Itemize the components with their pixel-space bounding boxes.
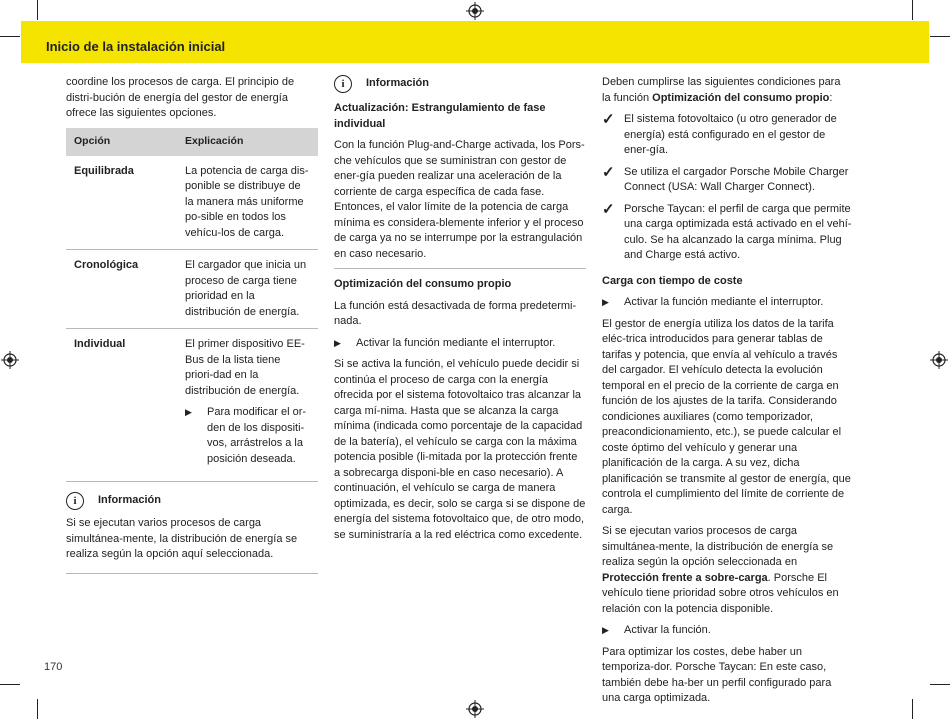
info-icon: i: [66, 492, 84, 510]
info-text: Si se ejecutan varios procesos de carga simultánea-mente, la distribución de energía se realiza según la opción aquí seleccionada.: [66, 517, 298, 560]
option-name: Equilibrada: [66, 156, 177, 250]
crop-mark: [930, 36, 950, 37]
column-1: [66, 75, 318, 574]
page-number: 170: [44, 661, 63, 673]
check-item: [602, 202, 852, 264]
paragraph-bold: Protección frente a sobre-carga: [602, 571, 768, 584]
time-cost-paragraph: El gestor de energía utiliza los datos de la tarifa eléc-trica introducidos para generar tablas de tarifas y potencia, que envía al vehículo a través del cargador. El vehículo detecta la evolución temporal en el precio de la corriente de carga en función de los ajustes de la tarifa. Considerando condiciones auxiliares (como temporizador, preacondicionamiento, etc.), se puede calcular el coste óptimo del vehículo y generar una planificación de la carga. A su vez, dicha planificación se transmite al gestor de energía, que controla el cumplimiento del límite de corriente de carga.: [602, 317, 851, 516]
conditions-intro-text: Deben cumplirse las siguientes condiciones para la función: [602, 76, 841, 104]
conditions-intro-bold: Optimización del consumo propio: [652, 91, 830, 104]
conditions-intro: [602, 75, 852, 106]
info-header: [334, 75, 586, 93]
time-cost-paragraph-3: Para optimizar los costes, debe haber un temporiza-dor. Porsche Taycan: En este caso, también debe ha-ber un perfil configurado para una carga optimizada.: [602, 645, 832, 704]
check-text: Se utiliza el cargador Porsche Mobile Charger Connect (USA: Wall Charger Connect).: [624, 165, 849, 193]
bullet-text: Activar la función mediante el interruptor.: [356, 336, 556, 349]
crop-mark: [37, 699, 38, 719]
info-icon: i: [334, 75, 352, 93]
crop-mark: [0, 36, 20, 37]
crop-mark: [930, 684, 950, 685]
info-header: [66, 492, 318, 510]
update-text: Con la función Plug-and-Charge activada, los Pors-che vehículos que se suministran con gestor de ener-gía pueden realizar una aceleración de la corriente de carga específica de cada fase. Entonces, el valor límite de la potencia de carga mínima es considera-blemente inferior y el proceso de carga ya no se interrumpe por la estrangulación en caso necesario.: [334, 139, 585, 260]
bullet-text: Activar la función mediante el interruptor.: [624, 296, 824, 308]
bullet-item: [185, 405, 310, 467]
header-banner: [21, 21, 929, 63]
page-title: Inicio de la instalación inicial: [46, 39, 226, 54]
registration-mark-icon: [466, 700, 484, 718]
checkmark-icon: ✓: [602, 200, 615, 218]
bullet-text: Para modificar el or-den de los dispositi-vos, arrástrelos a la posición deseada.: [207, 406, 307, 465]
checkmark-icon: ✓: [602, 163, 615, 181]
triangle-bullet-icon: ▶: [602, 625, 609, 635]
registration-mark-icon: [930, 351, 948, 369]
time-cost-heading: Carga con tiempo de coste: [602, 274, 743, 287]
table-header-row: [66, 128, 318, 156]
bullet-text: Activar la función.: [624, 624, 711, 636]
check-item: [602, 112, 852, 159]
table-header-option: Opción: [66, 128, 177, 156]
table-row: [66, 329, 318, 482]
option-explanation: El primer dispositivo EE-Bus de la lista tiene priori-dad en la distribución de energía.: [185, 338, 305, 397]
bullet-item: [334, 336, 586, 352]
registration-mark-icon: [1, 351, 19, 369]
table-row: [66, 156, 318, 250]
table-row: [66, 250, 318, 329]
crop-mark: [0, 684, 20, 685]
time-cost-paragraph-2: [602, 524, 852, 617]
check-text: Porsche Taycan: el perfil de carga que permite una carga optimizada está activado en el vehí-culo. Se ha alcanzado la carga mínima. Plug and Charge está activo.: [624, 202, 852, 261]
crop-mark: [912, 0, 913, 20]
table-header-explanation: Explicación: [177, 128, 318, 156]
info-title: Información: [366, 77, 429, 90]
options-table: [66, 128, 318, 483]
optimization-heading: Optimización del consumo propio: [334, 278, 512, 290]
option-name: Individual: [66, 329, 177, 482]
info-title: Información: [98, 494, 161, 507]
divider: [66, 573, 318, 574]
bullet-item: [602, 295, 852, 311]
option-name: Cronológica: [66, 250, 177, 329]
crop-mark: [912, 699, 913, 719]
crop-mark: [37, 0, 38, 20]
option-explanation: La potencia de carga dis-ponible se distribuye de la manera más uniforme po-sible en todos los vehícu-los de carga.: [177, 156, 318, 250]
paragraph-text: . Porsche El vehículo tiene prioridad sobre otros vehículos en relación con la potencia disponible.: [602, 571, 839, 615]
check-item: [602, 165, 852, 196]
registration-mark-icon: [466, 2, 484, 20]
conditions-intro-end: :: [829, 91, 833, 104]
triangle-bullet-icon: ▶: [602, 297, 609, 307]
update-heading: Actualización: Estrangulamiento de fase individual: [334, 102, 546, 130]
checkmark-icon: ✓: [602, 111, 615, 128]
triangle-bullet-icon: ▶: [185, 407, 192, 417]
bullet-item: [602, 623, 852, 639]
option-explanation: El cargador que inicia un proceso de carga tiene prioridad en la distribución de energía.: [177, 250, 318, 329]
option-explanation-cell: [177, 329, 318, 482]
check-text: El sistema fotovoltaico (u otro generador de energía) está configurado en el gestor de ener-gía.: [624, 113, 837, 156]
triangle-bullet-icon: ▶: [334, 337, 341, 348]
column-3: [602, 75, 852, 713]
divider: [334, 268, 586, 269]
intro-paragraph: coordine los procesos de carga. El principio de distri-bución de energía del gestor de energía ofrece las siguientes opciones.: [66, 76, 295, 119]
optimization-paragraph: Si se activa la función, el vehículo puede decidir si continúa el proceso de carga con la energía ofrecida por el sistema fotovoltaico tras alcanzar la carga mí-nima. Hasta que se alcanza la carga mínima (indicada como porcentaje de la capacidad de la batería), el vehículo se carga con la máxima potencia posible (li-mitada por la protección frente a sobrecarga disponi-ble en caso necesario). A continuación, el vehículo se carga de manera optimizada, es decir, solo se carga si se dispone de energía del sistema fotovoltaico que, de otro modo, se suministraría a la red eléctrica como excedente.: [334, 358, 586, 541]
column-2: [334, 75, 586, 549]
paragraph-text: Si se ejecutan varios procesos de carga simultánea-mente, la distribución de energía se realiza según la opción seleccionada en: [602, 525, 834, 568]
optimization-text: La función está desactivada de forma predetermi-nada.: [334, 299, 577, 327]
